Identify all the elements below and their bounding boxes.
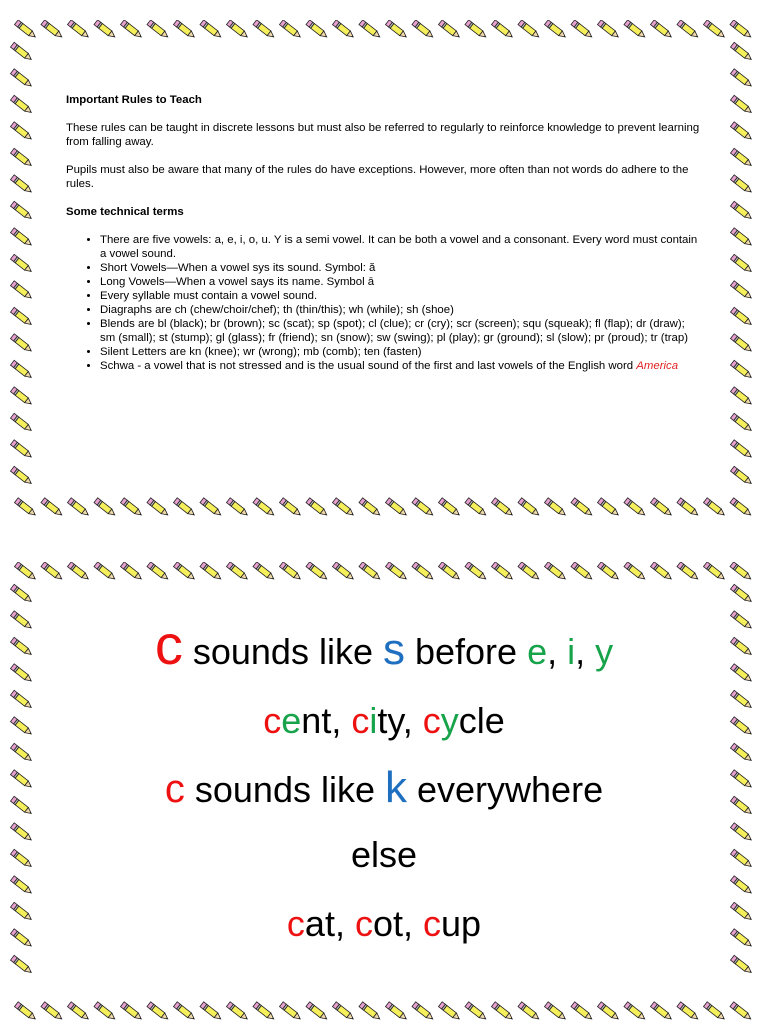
pencil-icon [332,20,355,39]
pencil-icon [10,849,33,869]
soft-c-examples [50,689,718,753]
exceptions-paragraph: Pupils must also be aware that many of the rules do have exceptions. However, more often than not words do adhere to the rules. [66,164,689,190]
pencil-icon [10,228,33,248]
pencil-icon [385,1002,408,1022]
pencil-icon [544,562,567,581]
rules-page [10,20,758,520]
pencil-icon [544,20,567,39]
rule-text: before [404,631,528,672]
pencil-icon [41,562,64,581]
list-item: • Blends are bl (black); br (brown); sc (scat); sp (spot); cl (clue); cr (cry); scr (screen); squ (squeak); fl (flap); dr (draw); sm (small); st (stump); gl (glass); fr (friend); sn (snow); sw (swing); pl (play); gr (ground); sl (slow); pr (proud); tr (trap) [100,317,700,345]
hard-c-rule-continued: else [350,834,418,875]
pencil-icon [41,20,64,39]
pencil-icon [10,902,33,922]
poster-content [50,610,718,959]
pencil-icon [14,1002,37,1022]
list-item: • Long Vowels—When a vowel says its name. Symbol ā [100,275,700,289]
example-rest: cle [458,700,505,741]
pencil-icon [10,611,33,631]
pencil-icon [10,637,33,657]
pencil-icon [359,1002,382,1022]
pencil-icon [730,413,753,433]
pencil-icon [120,20,143,39]
pencil-icon [10,823,33,843]
pencil-icon [200,20,223,39]
pencil-icon [226,498,249,518]
pencil-icon [147,562,170,581]
rules-content [66,93,700,373]
rule-text: everywhere [407,769,604,810]
pencil-icon [438,20,461,39]
intro-paragraph: These rules can be taught in discrete lessons but must also be referred to regularly to reinforce knowledge to prevent learning from falling away. [66,122,700,148]
letter-s: s [382,625,405,674]
pencil-icon [730,849,753,869]
pencil-icon [10,95,33,115]
separator: , [331,700,352,741]
pencil-icon [173,1002,196,1022]
pencil-icon [173,498,196,518]
pencil-icon [226,20,249,39]
example-c: c [422,700,441,741]
pencil-icon [730,254,753,274]
pencil-icon [730,584,753,604]
pencil-icon [41,1002,64,1022]
pencil-icon [226,562,249,581]
pencil-icon [491,20,514,39]
hard-c-rule [50,753,718,825]
pencil-icon [10,281,33,301]
pencil-icon [94,20,117,39]
pencil-icon [253,20,276,39]
pencil-icon [730,717,753,737]
pencil-icon [279,562,302,581]
pencil-icon [200,498,223,518]
pencil-icon [597,1002,620,1022]
letter-i: i [567,631,576,672]
example-rest: up [441,903,482,944]
pencil-icon [94,1002,117,1022]
pencil-icon [624,20,647,39]
pencil-icon [730,148,753,168]
pencil-icon [677,498,700,518]
pencil-icon [10,148,33,168]
pencil-icon [120,1002,143,1022]
pencil-icon [650,562,673,581]
example-c: c [354,903,373,944]
pencil-icon [67,1002,90,1022]
pencil-icon [730,743,753,763]
pencil-icon [10,254,33,274]
pencil-icon [730,955,753,975]
list-item: • Silent Letters are kn (knee); wr (wrong); mb (comb); ten (fasten) [100,345,700,359]
pencil-icon [279,498,302,518]
pencil-icon [173,20,196,39]
pencil-icon [67,20,90,39]
separator: , [547,631,568,672]
pencil-icon [703,1002,726,1022]
pencil-icon [730,387,753,407]
pencil-icon [730,929,753,949]
pencil-icon [10,876,33,896]
pencil-icon [730,902,753,922]
pencil-icon [703,498,726,518]
pencil-icon [10,360,33,380]
pencil-icon [571,1002,594,1022]
example-rest: at [304,903,335,944]
pencil-icon [10,664,33,684]
letter-c: c [154,613,183,676]
pencil-icon [730,876,753,896]
pencil-icon [730,690,753,710]
pencil-icon [491,562,514,581]
rules-heading: Important Rules to Teach [66,94,202,106]
separator: , [402,700,423,741]
pencil-icon [730,637,753,657]
pencil-icon [306,562,329,581]
pencil-icon [703,20,726,39]
pencil-icon [571,20,594,39]
pencil-icon [518,498,541,518]
pencil-icon [14,498,37,518]
example-c: c [286,903,305,944]
pencil-icon [438,1002,461,1022]
pencil-icon [730,175,753,195]
pencil-icon [491,1002,514,1022]
pencil-icon [730,20,753,39]
list-item: • There are five vowels: a, e, i, o, u. Y is a semi vowel. It can be both a vowel and a consonant. Every word must contain a vowel sound. [100,233,700,261]
example-c: c [263,700,282,741]
example-rest: nt [301,700,332,741]
pencil-icon [173,562,196,581]
pencil-icon [412,1002,435,1022]
pencil-icon [730,770,753,790]
pencil-icon [730,334,753,354]
pencil-icon [730,307,753,327]
pencil-icon [10,334,33,354]
pencil-icon [120,498,143,518]
technical-terms-list [66,233,700,373]
schwa-text: Schwa - a vowel that is not stressed and is the usual sound of the first and last vowels of the English word [100,360,637,372]
pencil-icon [10,413,33,433]
pencil-icon [147,1002,170,1022]
pencil-icon [597,562,620,581]
pencil-icon [650,20,673,39]
pencil-icon [10,929,33,949]
pencil-icon [67,498,90,518]
pencil-icon [306,1002,329,1022]
pencil-icon [10,717,33,737]
letter-k: k [385,763,407,812]
pencil-icon [412,562,435,581]
example-c: c [351,700,370,741]
list-item: • Short Vowels—When a vowel sys its sound. Symbol: ă [100,261,700,275]
pencil-icon [385,498,408,518]
pencil-icon [650,498,673,518]
pencil-icon [730,201,753,221]
pencil-icon [10,175,33,195]
separator: , [334,903,355,944]
pencil-icon [10,201,33,221]
soft-c-rule [50,610,718,687]
pencil-icon [10,122,33,142]
pencil-icon [730,122,753,142]
example-vowel: i [369,700,378,741]
pencil-icon [465,562,488,581]
pencil-icon [10,584,33,604]
pencil-icon [730,1002,753,1022]
pencil-icon [597,498,620,518]
pencil-icon [571,498,594,518]
pencil-icon [10,690,33,710]
pencil-icon [332,1002,355,1022]
pencil-icon [10,440,33,460]
pencil-icon [253,1002,276,1022]
pencil-icon [385,562,408,581]
pencil-icon [544,498,567,518]
pencil-icon [730,664,753,684]
pencil-icon [306,498,329,518]
letter-y: y [595,631,614,672]
pencil-icon [465,498,488,518]
pencil-icon [730,611,753,631]
pencil-icon [624,562,647,581]
pencil-icon [147,20,170,39]
pencil-icon [10,743,33,763]
pencil-icon [650,1002,673,1022]
pencil-icon [465,1002,488,1022]
pencil-icon [306,20,329,39]
pencil-icon [544,1002,567,1022]
pencil-icon [14,20,37,39]
rule-text: sounds like [184,769,385,810]
pencil-icon [730,796,753,816]
pencil-icon [730,562,753,581]
pencil-icon [677,562,700,581]
letter-e: e [527,631,548,672]
pencil-icon [120,562,143,581]
pencil-icon [730,69,753,89]
separator: , [575,631,596,672]
pencil-icon [730,440,753,460]
pencil-icon [730,95,753,115]
pencil-icon [14,562,37,581]
pencil-icon [10,42,33,62]
letter-c: c [164,767,185,811]
pencil-icon [332,498,355,518]
pencil-icon [412,498,435,518]
pencil-icon [10,69,33,89]
pencil-icon [624,1002,647,1022]
pencil-icon [730,466,753,486]
pencil-icon [730,823,753,843]
pencil-icon [200,1002,223,1022]
pencil-icon [10,955,33,975]
pencil-icon [200,562,223,581]
separator: , [403,903,424,944]
example-rest: ot [372,903,403,944]
pencil-icon [730,360,753,380]
america-word: America [636,360,679,372]
list-item: • Diagraphs are ch (chew/choir/chef); th (thin/this); wh (while); sh (shoe) [100,303,700,317]
pencil-icon [677,1002,700,1022]
example-vowel: y [440,700,459,741]
pencil-icon [359,498,382,518]
pencil-icon [597,20,620,39]
pencil-icon [332,562,355,581]
pencil-icon [359,562,382,581]
pencil-icon [67,562,90,581]
pencil-icon [412,20,435,39]
pencil-icon [703,562,726,581]
pencil-icon [730,498,753,518]
pencil-icon [10,796,33,816]
c-sound-poster [10,562,758,1024]
pencil-icon [253,498,276,518]
pencil-icon [279,1002,302,1022]
pencil-icon [226,1002,249,1022]
example-rest: ty [377,700,403,741]
pencil-icon [491,498,514,518]
pencil-icon [10,307,33,327]
pencil-icon [10,387,33,407]
pencil-icon [730,228,753,248]
pencil-icon [385,20,408,39]
pencil-icon [147,498,170,518]
pencil-icon [10,466,33,486]
example-c: c [423,903,442,944]
pencil-icon [253,562,276,581]
pencil-icon [94,562,117,581]
example-vowel: e [281,700,302,741]
hard-c-examples [50,889,718,959]
pencil-icon [624,498,647,518]
pencil-icon [10,770,33,790]
pencil-icon [518,20,541,39]
pencil-icon [518,562,541,581]
list-item: • Every syllable must contain a vowel sound. [100,289,700,303]
pencil-icon [41,498,64,518]
pencil-icon [94,498,117,518]
technical-terms-heading: Some technical terms [66,206,184,218]
rule-text: sounds like [182,631,383,672]
pencil-icon [359,20,382,39]
pencil-icon [677,20,700,39]
pencil-icon [730,42,753,62]
pencil-icon [279,20,302,39]
pencil-icon [730,281,753,301]
list-item [100,359,700,373]
pencil-icon [438,498,461,518]
pencil-icon [465,20,488,39]
pencil-icon [518,1002,541,1022]
pencil-icon [571,562,594,581]
pencil-icon [438,562,461,581]
